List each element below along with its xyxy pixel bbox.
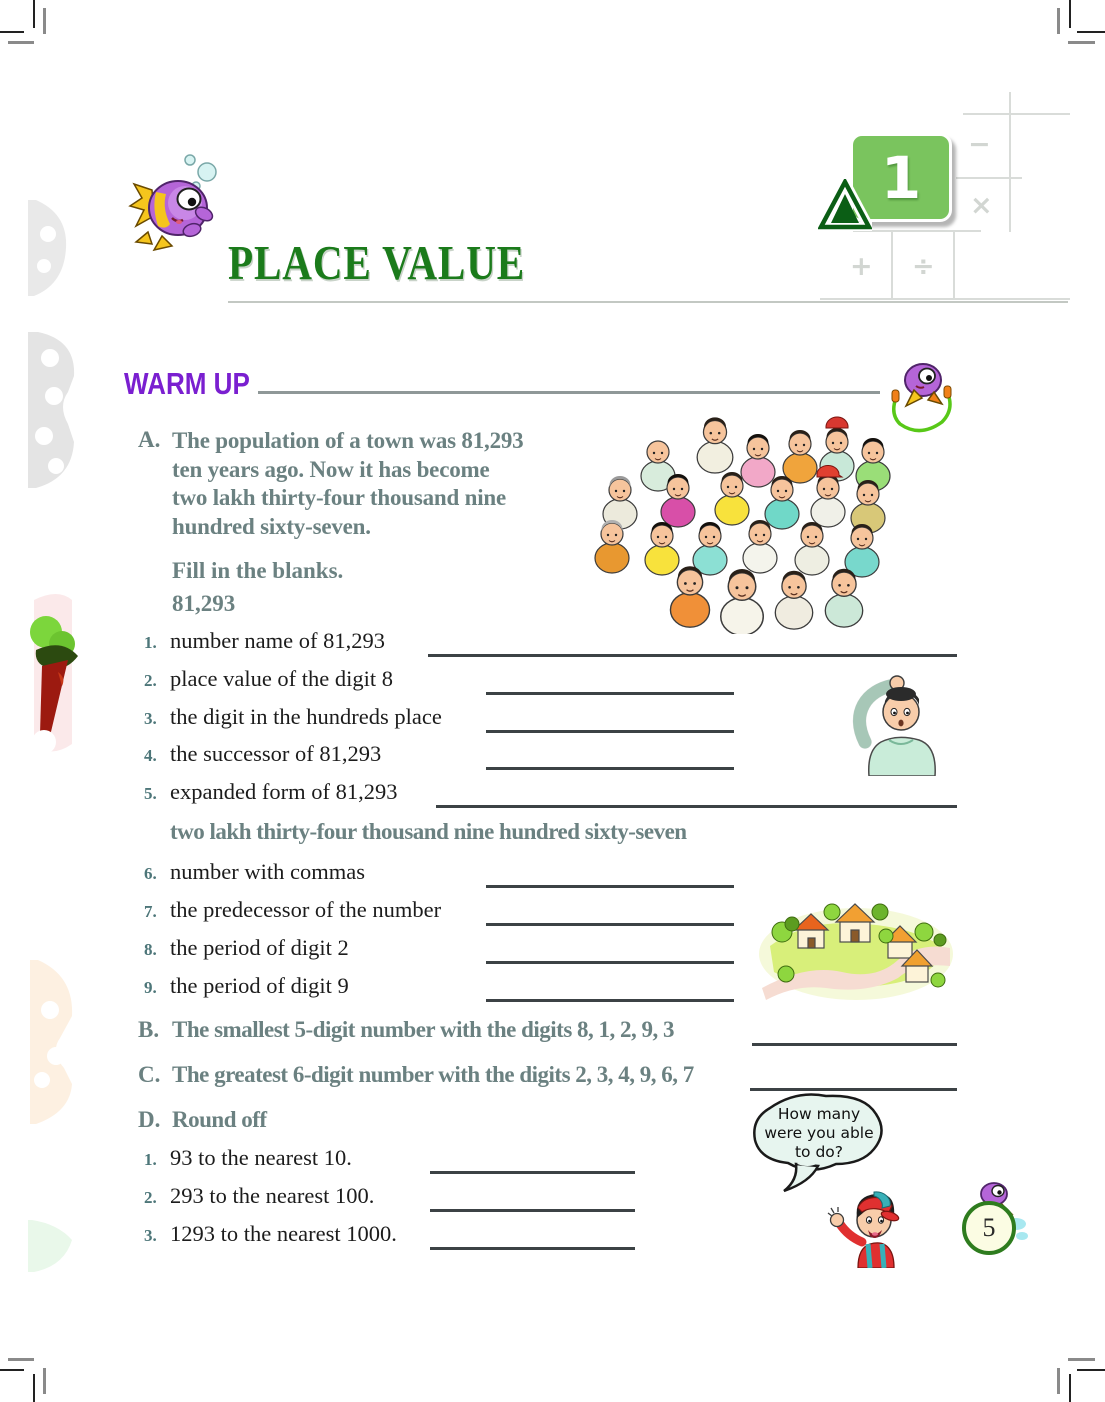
chapter-number: 1 bbox=[880, 143, 922, 212]
answer-blank-q1[interactable] bbox=[428, 630, 957, 657]
roundoff-question-1 bbox=[0, 1145, 1105, 1177]
question-number: 8. bbox=[144, 940, 157, 959]
question-text: number with commas bbox=[170, 859, 365, 884]
page-number: 5 bbox=[982, 1213, 996, 1242]
question-text: 93 to the nearest 10. bbox=[170, 1145, 352, 1170]
question-number: 5. bbox=[144, 784, 157, 803]
section-b-text: The smallest 5-digit number with the digits 8, 1, 2, 9, 3 bbox=[172, 1017, 675, 1042]
answer-blank-d1[interactable] bbox=[430, 1147, 635, 1174]
answer-blank-q6[interactable] bbox=[486, 861, 734, 888]
answer-blank-q9[interactable] bbox=[486, 975, 734, 1002]
question-text: number name of 81,293 bbox=[170, 628, 385, 653]
question-number: 3. bbox=[144, 1226, 157, 1245]
warmup-question-6 bbox=[0, 859, 1105, 891]
fill-in-blanks-instruction: Fill in the blanks. bbox=[172, 558, 344, 583]
question-number: 4. bbox=[144, 746, 157, 765]
section-c bbox=[0, 1062, 1105, 1094]
margin-decor-gray-top bbox=[28, 200, 70, 296]
roundoff-question-2 bbox=[0, 1183, 1105, 1215]
speech-bubble-text: How many were you able to do? bbox=[764, 1105, 874, 1161]
section-c-text: The greatest 6-digit number with the digits 2, 3, 4, 9, 6, 7 bbox=[172, 1062, 694, 1087]
question-text: the digit in the hundreds place bbox=[170, 704, 442, 729]
number-81293: 81,293 bbox=[172, 591, 236, 616]
question-number: 2. bbox=[144, 671, 157, 690]
warmup-question-5 bbox=[0, 779, 1105, 811]
warmup-rule bbox=[258, 391, 880, 394]
answer-blank-c[interactable] bbox=[750, 1064, 957, 1091]
fish-mascot-icon bbox=[128, 146, 224, 256]
page-number-badge bbox=[962, 1201, 1016, 1255]
section-c-label: C. bbox=[138, 1062, 161, 1087]
crowd-illustration bbox=[590, 400, 902, 634]
divide-icon: ÷ bbox=[912, 251, 935, 282]
margin-decor-gray-mid bbox=[28, 332, 76, 488]
answer-blank-q3[interactable] bbox=[486, 706, 734, 733]
title-rule bbox=[228, 301, 1068, 303]
triangle-icon bbox=[818, 179, 872, 231]
question-text: the successor of 81,293 bbox=[170, 741, 382, 766]
roundoff-question-3 bbox=[0, 1221, 1105, 1253]
question-number: 3. bbox=[144, 709, 157, 728]
waving-boy-icon bbox=[824, 1176, 916, 1268]
plus-icon: + bbox=[850, 251, 873, 282]
section-a-label: A. bbox=[138, 427, 161, 452]
answer-blank-b[interactable] bbox=[752, 1019, 957, 1046]
question-text: the period of digit 2 bbox=[170, 935, 349, 960]
question-text: place value of the digit 8 bbox=[170, 666, 394, 691]
question-text: 293 to the nearest 100. bbox=[170, 1183, 375, 1208]
question-text: the predecessor of the number bbox=[170, 897, 442, 922]
question-text: the period of digit 9 bbox=[170, 973, 349, 998]
question-number: 7. bbox=[144, 902, 157, 921]
page-title: PLACE VALUE bbox=[228, 235, 526, 290]
section-b bbox=[0, 1017, 1105, 1049]
question-text: 1293 to the nearest 1000. bbox=[170, 1221, 397, 1246]
section-d-title: Round off bbox=[172, 1107, 267, 1132]
answer-blank-q7[interactable] bbox=[486, 899, 734, 926]
warmup-heading: WARM UP bbox=[124, 366, 250, 401]
question-number: 6. bbox=[144, 864, 157, 883]
question-number: 2. bbox=[144, 1188, 157, 1207]
answer-blank-q4[interactable] bbox=[486, 743, 734, 770]
question-number: 1. bbox=[144, 1150, 157, 1169]
question-number: 1. bbox=[144, 633, 157, 652]
answer-blank-d2[interactable] bbox=[430, 1185, 635, 1212]
times-icon: × bbox=[970, 190, 993, 221]
minus-icon: − bbox=[968, 129, 991, 160]
section-d-label: D. bbox=[138, 1107, 161, 1132]
thinking-boy-icon bbox=[843, 670, 943, 776]
section-d-heading bbox=[0, 1107, 1105, 1139]
answer-blank-q8[interactable] bbox=[486, 937, 734, 964]
question-number: 9. bbox=[144, 978, 157, 997]
answer-blank-d3[interactable] bbox=[430, 1223, 635, 1250]
question-text: expanded form of 81,293 bbox=[170, 779, 398, 804]
section-a-text: The population of a town was 81,293 ten years ago. Now it has become two lakh thirty-four thousand nine hundred sixty-seven. bbox=[172, 428, 524, 539]
warmup-question-1 bbox=[0, 628, 1105, 660]
answer-blank-q2[interactable] bbox=[486, 668, 734, 695]
village-illustration bbox=[756, 888, 956, 1004]
warmup-subheading: two lakh thirty-four thousand nine hundred sixty-seven bbox=[170, 819, 687, 844]
section-b-label: B. bbox=[138, 1017, 160, 1042]
answer-blank-q5[interactable] bbox=[436, 781, 957, 808]
